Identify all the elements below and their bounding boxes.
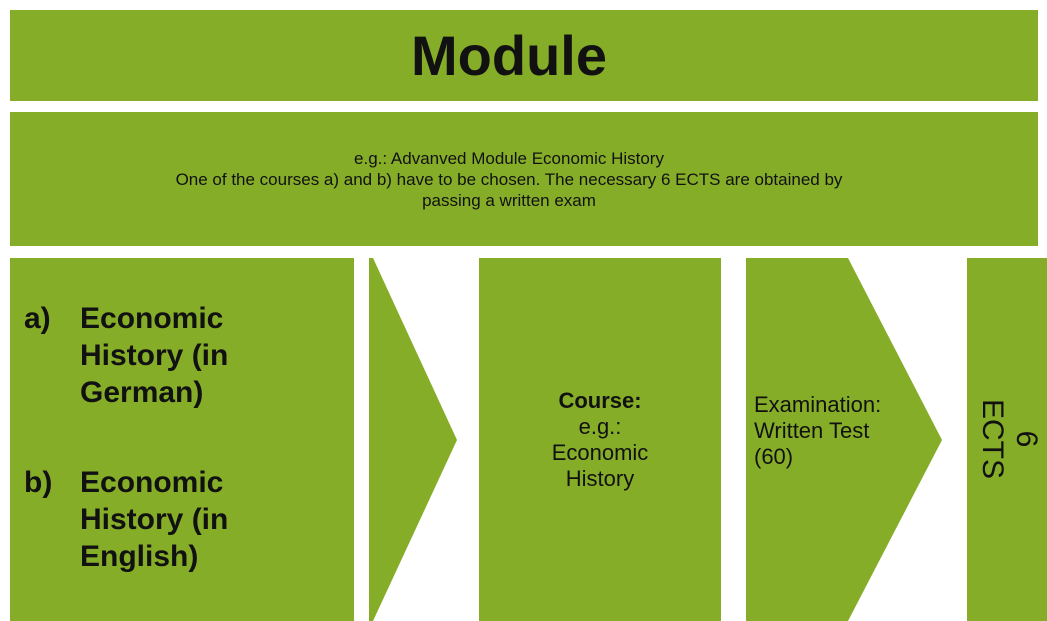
- course-line-2: Economic: [551, 439, 649, 465]
- module-title: Module: [411, 24, 607, 87]
- description-box: [10, 112, 1038, 246]
- course-option-b-name: Economic History (in English): [80, 466, 229, 573]
- course-box: [479, 258, 721, 621]
- ects-unit: ECTS: [976, 398, 1009, 480]
- description-line-3: passing a written exam: [422, 190, 596, 210]
- ects-amount: 6: [1010, 430, 1043, 448]
- examination-line-2: Written Test: [754, 418, 870, 443]
- flow-arrow-chevron: [369, 258, 461, 621]
- course-line-3: History: [565, 465, 635, 491]
- description-line-1: e.g.: Advanved Module Economic History: [354, 148, 664, 168]
- examination-text: [754, 392, 881, 470]
- description-line-2: One of the courses a) and b) have to be chosen. The necessary 6 ECTS are obtained by: [175, 169, 843, 189]
- ects-box: [967, 258, 1047, 621]
- course-line-1: e.g.:: [578, 413, 622, 439]
- flow-arrow-shape: [369, 258, 457, 621]
- course-option-a-letter: a): [24, 302, 51, 335]
- course-option-b: [24, 464, 330, 575]
- ects-label: [975, 399, 1043, 479]
- course-option-b-letter: b): [24, 466, 53, 499]
- course-heading: Course:: [558, 387, 642, 413]
- course-options-box: [10, 258, 354, 621]
- course-option-a: [24, 300, 330, 411]
- examination-line-1: Examination:: [754, 392, 882, 417]
- examination-line-3: (60): [754, 444, 794, 469]
- course-option-a-name: Economic History (in German): [80, 302, 229, 409]
- title-banner: [10, 10, 1038, 101]
